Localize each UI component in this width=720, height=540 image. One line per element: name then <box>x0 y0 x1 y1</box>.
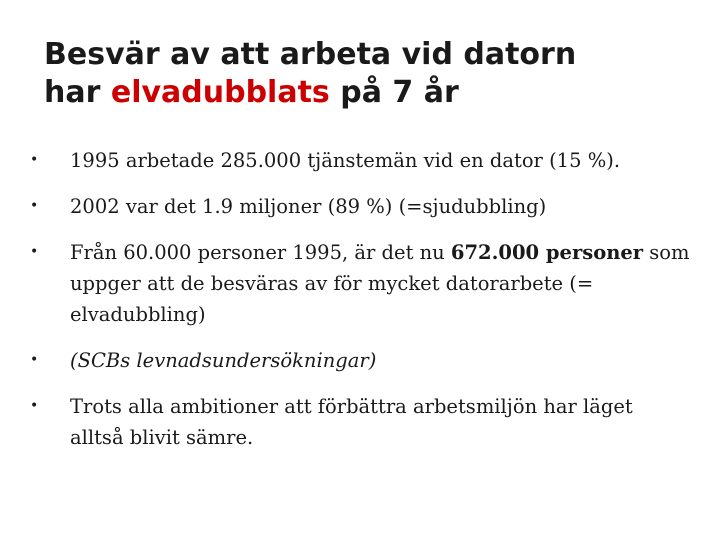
bullet-list <box>30 145 690 453</box>
bullet-item-5 <box>30 391 690 453</box>
bullet-dot-icon: • <box>30 152 39 168</box>
title-line-2-suffix: på 7 år <box>329 75 459 110</box>
bullet-item-3 <box>30 237 690 330</box>
bullet-text-source: (SCBs levnadsundersökningar) <box>70 349 377 372</box>
bullet-text: 1995 arbetade 285.000 tjänstemän vid en dator (15 %). <box>70 149 621 172</box>
bullet-text: Trots alla ambitioner att förbättra arbetsmiljön har läget alltså blivit sämre. <box>70 395 633 449</box>
bullet-dot-icon: • <box>30 198 39 214</box>
title-accent-word: elvadubblats <box>110 75 330 110</box>
bullet-dot-icon: • <box>30 352 39 368</box>
title-line-1: Besvär av att arbeta vid datorn <box>44 37 577 72</box>
bullet-item-2 <box>30 191 690 222</box>
slide-title <box>44 36 684 112</box>
bullet-dot-icon: • <box>30 398 39 414</box>
bullet-text-suffix: som uppger att de besväras av för mycket datorarbete (= elvadubbling) <box>70 241 690 326</box>
bullet-dot-icon: • <box>30 244 39 260</box>
bullet-text-prefix: Från 60.000 personer 1995, är det nu <box>70 241 451 264</box>
bullet-text: 2002 var det 1.9 miljoner (89 %) (=sjudubbling) <box>70 195 547 218</box>
title-line-2-prefix: har <box>44 75 111 110</box>
bullet-item-4 <box>30 345 690 376</box>
bullet-item-1 <box>30 145 690 176</box>
bullet-bold-figure: 672.000 personer <box>450 241 644 264</box>
